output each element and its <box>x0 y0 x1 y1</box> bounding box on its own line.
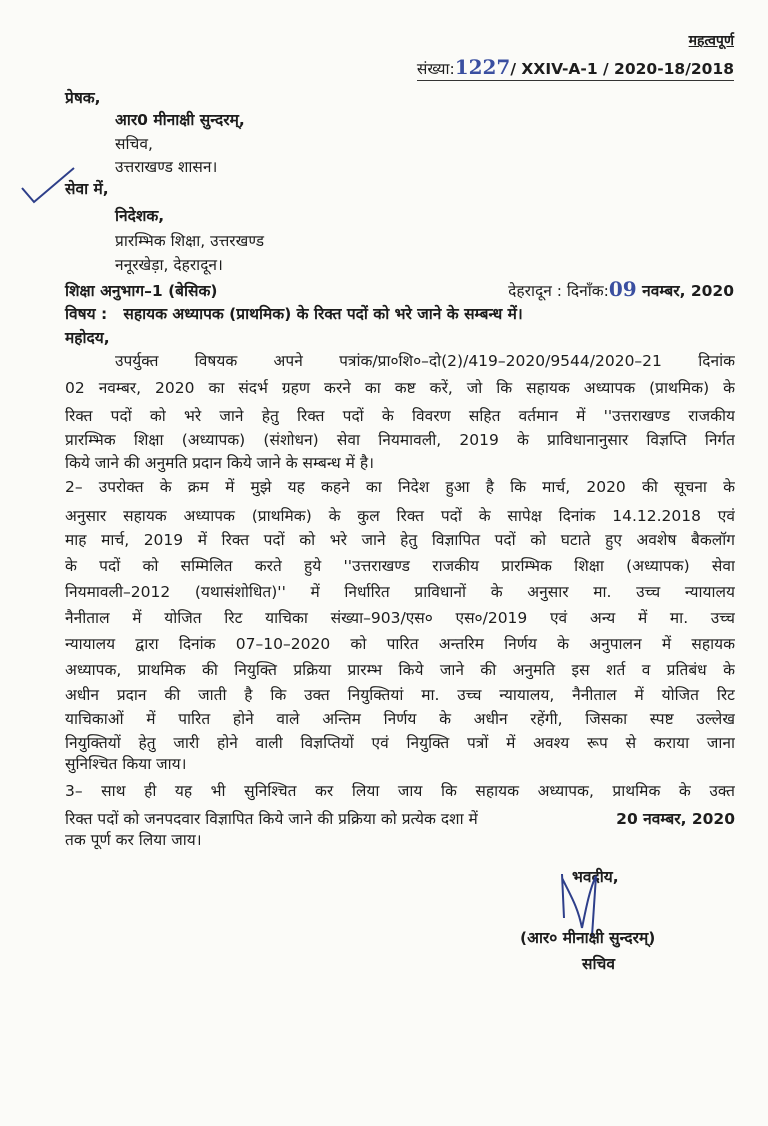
paragraph-1-line: रिक्त पदों को भरे जाने हेतु रिक्त पदों के विवरण सहित वर्तमान में ''उत्तराखण्ड राजकीय <box>65 407 735 425</box>
section-label: शिक्षा अनुभाग–1 (बेसिक) <box>65 282 218 300</box>
recipient-department: प्रारम्भिक शिक्षा, उत्तरखण्ड <box>115 232 264 250</box>
paragraph-1-line: 02 नवम्बर, 2020 का संदर्भ ग्रहण करने का कष्ट करें, जो कि सहायक अध्यापक (प्राथमिक) के <box>65 379 735 397</box>
signatory-name: (आर० मीनाक्षी सुन्दरम्) <box>520 929 656 947</box>
paragraph-2-line: नियुक्तियों हेतु जारी होने वाली विज्ञप्तियों एवं नियुक्ति पत्रों में अवश्य रूप से कराया जाना <box>65 734 735 752</box>
paragraph-2-line: के पदों को सम्मिलित करते हुये ''उत्तराखण्ड राजकीय प्रारम्भिक शिक्षा (अध्यापक) सेवा <box>65 557 735 575</box>
paragraph-3-line: तक पूर्ण कर लिया जाय। <box>65 831 202 849</box>
paragraph-2-line: अधीन प्रदान की जाती है कि उक्त नियुक्तियां मा. उच्च न्यायालय, नैनीताल में योजित रिट <box>65 686 735 704</box>
recipient-address: ननूरखेड़ा, देहरादून। <box>115 256 223 274</box>
date-rest: नवम्बर, 2020 <box>642 282 734 300</box>
sender-office: उत्तराखण्ड शासन। <box>115 158 218 176</box>
letter-date <box>508 278 734 302</box>
paragraph-1-line: किये जाने की अनुमति प्रदान किये जाने के सम्बन्ध में है। <box>65 454 374 472</box>
paragraph-3-line <box>65 808 735 830</box>
reference-label: संख्या: <box>416 60 455 78</box>
paragraph-2-line: अध्यापक, प्राथमिक की नियुक्ति प्रक्रिया प्रारम्भ किये जाने की अनुमति इस शर्त व प्रतिबंध के <box>65 661 735 679</box>
signatory-designation: सचिव <box>582 955 615 973</box>
recipient-label: सेवा में, <box>65 180 109 198</box>
paragraph-2-line: नियमावली–2012 (यथासंशोधित)'' में निर्धारित प्राविधानों के अनुसार मा. उच्च न्यायालय <box>65 583 735 601</box>
sender-label: प्रेषक, <box>65 89 101 107</box>
sender-name: आर0 मीनाक्षी सुन्दरम्, <box>115 111 245 129</box>
reference-number <box>417 56 734 81</box>
paragraph-2-line: अनुसार सहायक अध्यापक (प्राथमिक) के कुल रिक्त पदों के सापेक्ष दिनांक 14.12.2018 एवं <box>65 507 735 525</box>
paragraph-3-line: 3– साथ ही यह भी सुनिश्चित कर लिया जाय कि सहायक अध्यापक, प्राथमिक के उक्त <box>65 782 735 800</box>
date-prefix: देहरादून : दिनाँक: <box>508 282 609 300</box>
sender-designation: सचिव, <box>115 135 153 153</box>
date-day-handwritten: 09 <box>608 277 637 301</box>
paragraph-2-line: न्यायालय द्वारा दिनांक 07–10–2020 को पारित अन्तरिम निर्णय के अनुपालन में सहायक <box>65 635 735 653</box>
paragraph-2-line: याचिकाओं में पारित होने वाले अन्तिम निर्णय के अधीन रहेंगी, जिसका स्पष्ट उल्लेख <box>65 710 735 728</box>
subject-text: सहायक अध्यापक (प्राथमिक) के रिक्त पदों को भरे जाने के सम्बन्ध में। <box>123 305 523 323</box>
valediction: भवदीय, <box>572 868 619 886</box>
paragraph-2-line: माह मार्च, 2019 में रिक्त पदों को भरे जाने हेतु विज्ञापित पदों को घटाते हुए अवशेष बैकलॉग <box>65 531 735 549</box>
deadline-date: 20 नवम्बर, 2020 <box>616 810 735 828</box>
paragraph-1-line: प्रारम्भिक शिक्षा (अध्यापक) (संशोधन) सेवा नियमावली, 2019 के प्राविधानानुसार विज्ञप्ति निर्गत <box>65 431 735 449</box>
recipient-designation: निदेशक, <box>115 207 165 225</box>
subject-label: विषय : <box>65 305 108 323</box>
paragraph-2-line: सुनिश्चित किया जाय। <box>65 755 187 773</box>
salutation: महोदय, <box>65 329 110 347</box>
reference-rest: / XXIV-A-1 / 2020-18/2018 <box>510 60 734 78</box>
subject-line <box>65 303 523 325</box>
paragraph-1-line: उपर्युक्त विषयक अपने पत्रांक/प्रा०शि०–दो(2)/419–2020/9544/2020–21 दिनांक <box>115 352 735 370</box>
importance-label: महत्वपूर्ण <box>688 33 734 49</box>
paragraph-2-line: नैनीताल में योजित रिट याचिका संख्या–903/एस० एस०/2019 एवं अन्य में मा. उच्च <box>65 609 735 627</box>
paragraph-3-text: रिक्त पदों को जनपदवार विज्ञापित किये जाने की प्रक्रिया को प्रत्येक दशा में <box>65 810 478 828</box>
paragraph-2-line: 2– उपरोक्त के क्रम में मुझे यह कहने का निदेश हुआ है कि मार्च, 2020 की सूचना के <box>65 478 735 496</box>
reference-handwritten: 1227 <box>454 55 511 79</box>
